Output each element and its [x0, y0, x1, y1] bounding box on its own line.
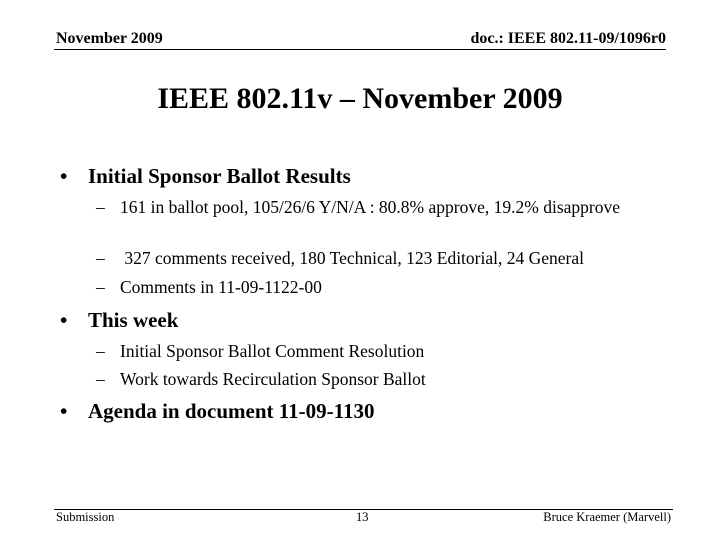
- sub-bullet-item: [96, 276, 666, 299]
- sub-bullet-item: [96, 247, 666, 270]
- sub-bullet-item: [96, 340, 666, 363]
- footer-author: Bruce Kraemer (Marvell): [543, 510, 671, 524]
- slide-title: IEEE 802.11v – November 2009: [157, 82, 563, 115]
- dash-icon: –: [96, 277, 105, 297]
- sub-bullet-text: Initial Sponsor Ballot Comment Resolution: [120, 341, 425, 361]
- bullet-icon: •: [60, 164, 68, 188]
- header-date: November 2009: [56, 30, 163, 47]
- sub-bullet-text: Work towards Recirculation Sponsor Ballot: [120, 369, 426, 389]
- sub-bullet-text: 327 comments received, 180 Technical, 123 Editorial, 24 General: [120, 248, 584, 268]
- footer-submission: Submission: [56, 510, 115, 524]
- page-number: 13: [356, 510, 369, 524]
- bullet-text: This week: [88, 308, 179, 332]
- bullet-icon: •: [60, 308, 68, 332]
- sub-bullet-item: [96, 196, 666, 219]
- header-doc-id: doc.: IEEE 802.11-09/1096r0: [470, 30, 666, 47]
- bullet-icon: •: [60, 399, 68, 423]
- dash-icon: –: [96, 248, 105, 268]
- header-divider: [54, 49, 666, 50]
- dash-icon: –: [96, 369, 105, 389]
- bullet-text: Initial Sponsor Ballot Results: [88, 164, 351, 188]
- dash-icon: –: [96, 197, 105, 217]
- sub-bullet-text: Comments in 11-09-1122-00: [120, 277, 322, 297]
- bullet-text: Agenda in document 11-09-1130: [88, 399, 375, 423]
- sub-bullet-text: 161 in ballot pool, 105/26/6 Y/N/A : 80.8% approve, 19.2% disapprove: [120, 197, 620, 217]
- dash-icon: –: [96, 341, 105, 361]
- sub-bullet-item: [96, 368, 666, 391]
